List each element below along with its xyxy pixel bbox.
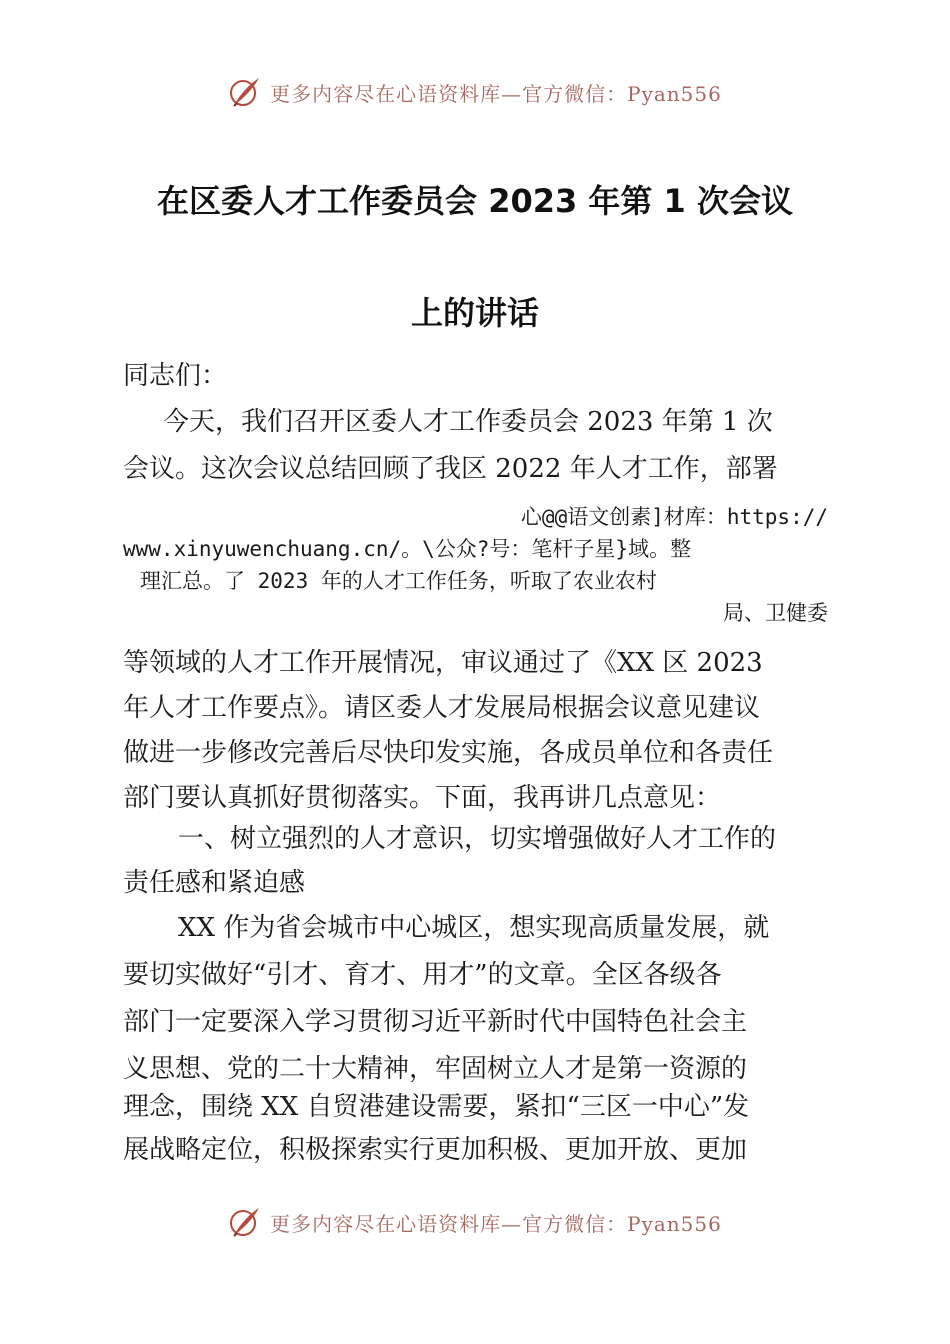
- watermark-text: 更多内容尽在心语资料库—官方微信：Pyan556: [270, 81, 722, 106]
- paragraph-line: 做进一步修改完善后尽快印发实施，各成员单位和各责任: [123, 738, 774, 768]
- footer-watermark: [0, 1202, 950, 1242]
- header-watermark: [0, 72, 950, 112]
- watermark-text: 更多内容尽在心语资料库—官方微信：Pyan556: [270, 1211, 722, 1236]
- quill-pen-icon: [228, 1205, 262, 1239]
- paragraph-line: 展战略定位，积极探索实行更加积极、更加开放、更加: [123, 1135, 748, 1165]
- paragraph-line: 会议。这次会议总结回顾了我区 2022 年人才工作，部署: [123, 454, 778, 484]
- section-heading-line2: 责任感和紧迫感: [123, 868, 306, 898]
- noise-line: 局、卫健委: [723, 601, 828, 625]
- paragraph-line: 部门一定要深入学习贯彻习近平新时代中国特色社会主: [123, 1007, 748, 1037]
- document-title: 在区委人才工作委员会 2023 年第 1 次会议: [157, 182, 793, 220]
- quill-pen-icon: [228, 75, 262, 109]
- paragraph-line: 年人才工作要点》。请区委人才发展局根据会议意见建议: [123, 693, 761, 723]
- paragraph-line: 部门要认真抓好贯彻落实。下面，我再讲几点意见：: [123, 783, 722, 813]
- paragraph-line: 等领域的人才工作开展情况，审议通过了《XX 区 2023: [123, 648, 763, 678]
- salutation: 同志们：: [123, 361, 228, 391]
- paragraph-line: XX 作为省会城市中心城区，想实现高质量发展，就: [178, 913, 770, 943]
- section-heading: 一、树立强烈的人才意识，切实增强做好人才工作的: [178, 824, 777, 854]
- noise-line: 理汇总。了 2023 年的人才工作任务，听取了农业农村: [140, 569, 657, 593]
- paragraph-line: 义思想、党的二十大精神，牢固树立人才是第一资源的: [123, 1054, 748, 1084]
- document-title-line2: 上的讲话: [410, 294, 539, 332]
- paragraph-line: 今天，我们召开区委人才工作委员会 2023 年第 1 次: [163, 407, 773, 437]
- noise-line: 心@@语文创素]材库：https://: [520, 505, 828, 529]
- paragraph-line: 要切实做好“引才、育才、用才”的文章。全区各级各: [123, 960, 722, 990]
- noise-line: www.xinyuwenchuang.cn/。\公众?号：笔杆子星}域。整: [123, 537, 692, 561]
- paragraph-line: 理念，围绕 XX 自贸港建设需要，紧扣“三区一中心”发: [123, 1092, 750, 1122]
